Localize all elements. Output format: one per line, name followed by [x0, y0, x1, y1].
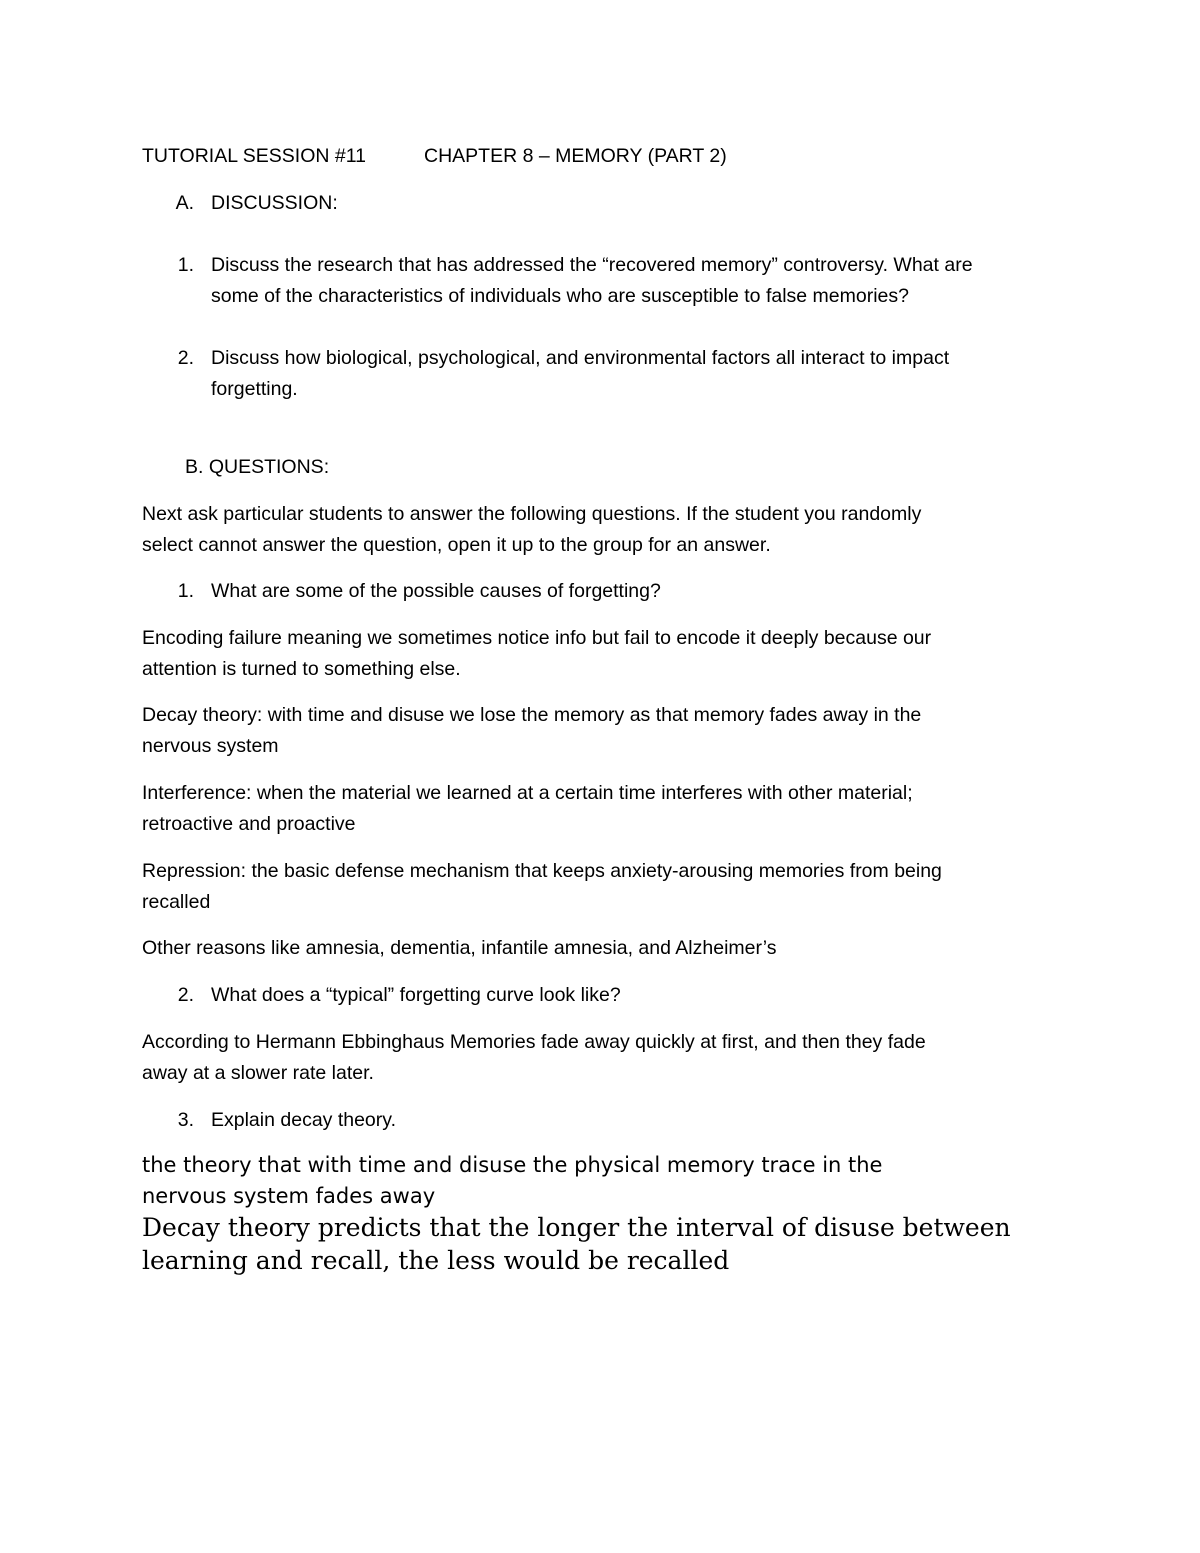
discussion-item-1-line-2: some of the characteristics of individuals who are susceptible to false memories?	[211, 285, 909, 307]
discussion-item-2-line-1: Discuss how biological, psychological, and environmental factors all interact to impact	[211, 347, 950, 369]
answer-decay-theory-b-line-2: learning and recall, the less would be recalled	[142, 1246, 730, 1275]
answer-encoding-line-2: attention is turned to something else.	[142, 658, 461, 680]
question-2-number: 2.	[177, 984, 194, 1006]
answer-decay-line-2: nervous system	[142, 735, 279, 757]
session-title: TUTORIAL SESSION #11	[142, 145, 366, 167]
question-1-number: 1.	[177, 580, 194, 602]
section-a-title: DISCUSSION:	[211, 192, 338, 214]
answer-forgetting-curve-line-2: away at a slower rate later.	[142, 1062, 374, 1084]
section-a-marker: A.	[175, 192, 194, 214]
answer-interference-line-2: retroactive and proactive	[142, 813, 356, 835]
answer-other-reasons: Other reasons like amnesia, dementia, infantile amnesia, and Alzheimer’s	[142, 937, 777, 959]
question-1-text: What are some of the possible causes of forgetting?	[211, 580, 661, 602]
answer-forgetting-curve-line-1: According to Hermann Ebbinghaus Memories fade away quickly at first, and then they fade	[142, 1031, 926, 1053]
questions-intro-line-1: Next ask particular students to answer the following questions. If the student you randomly	[142, 503, 922, 525]
question-3-text: Explain decay theory.	[211, 1109, 396, 1131]
discussion-item-2-line-2: forgetting.	[211, 378, 298, 400]
chapter-title: CHAPTER 8 – MEMORY (PART 2)	[424, 145, 727, 167]
question-3-number: 3.	[177, 1109, 194, 1131]
discussion-item-1-number: 1.	[177, 254, 194, 276]
answer-repression-line-2: recalled	[142, 891, 211, 913]
answer-encoding-line-1: Encoding failure meaning we sometimes notice info but fail to encode it deeply because our	[142, 627, 932, 649]
question-2-text: What does a “typical” forgetting curve look like?	[211, 984, 621, 1006]
discussion-item-2-number: 2.	[177, 347, 194, 369]
answer-decay-theory-a-line-2: nervous system fades away	[142, 1184, 436, 1208]
answer-decay-line-1: Decay theory: with time and disuse we lose the memory as that memory fades away in the	[142, 704, 922, 726]
section-b-title: B. QUESTIONS:	[185, 456, 330, 478]
answer-decay-theory-b-line-1: Decay theory predicts that the longer the interval of disuse between	[142, 1213, 1011, 1242]
answer-repression-line-1: Repression: the basic defense mechanism that keeps anxiety-arousing memories from being	[142, 860, 942, 882]
questions-intro-line-2: select cannot answer the question, open it up to the group for an answer.	[142, 534, 771, 556]
answer-interference-line-1: Interference: when the material we learned at a certain time interferes with other material;	[142, 782, 913, 804]
answer-decay-theory-a-line-1: the theory that with time and disuse the physical memory trace in the	[142, 1153, 883, 1177]
discussion-item-1-line-1: Discuss the research that has addressed the “recovered memory” controversy. What are	[211, 254, 973, 276]
